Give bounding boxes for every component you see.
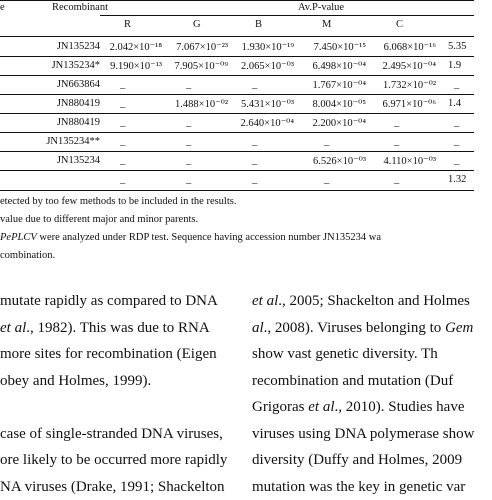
cell-pvalue-c: _: [394, 174, 399, 185]
body-line: [0, 474, 235, 500]
table-row: [0, 114, 474, 133]
cell-recombinant: JN135234*: [0, 60, 100, 71]
text-segment: Grigoras: [252, 399, 308, 415]
text-segment: mutation was the key in genetic var: [252, 479, 465, 495]
body-line: [252, 474, 492, 500]
cell-pvalue-r: 9.190×10⁻¹³: [96, 60, 162, 72]
italic-text: al: [252, 320, 264, 336]
italic-text: et al: [0, 320, 26, 336]
table-note-1: etected by too few methods to be included in the results.: [0, 196, 236, 207]
text-segment: ore likely to be occurred more rapidly: [0, 452, 227, 468]
body-line: [0, 368, 235, 395]
table-top-rule: [0, 0, 474, 1]
cell-pvalue-overflow: 5.35: [448, 41, 466, 52]
italic-text: et al: [308, 399, 334, 415]
cell-pvalue-r: _: [120, 117, 125, 128]
cell-pvalue-m: _: [324, 174, 329, 185]
cell-pvalue-r: _: [120, 174, 125, 185]
text-segment: case of single-stranded DNA viruses,: [0, 426, 223, 442]
text-segment: ., 2005; Shackelton and Holmes: [278, 293, 470, 309]
cell-pvalue-overflow: 1.32: [448, 174, 466, 185]
cell-pvalue-c: 4.110×10⁻⁰³: [370, 155, 436, 167]
cell-pvalue-m: 8.004×10⁻⁰⁵: [300, 98, 366, 110]
cell-pvalue-b: 1.930×10⁻¹⁹: [228, 41, 294, 53]
table-row: [0, 171, 474, 190]
text-segment: NA viruses (Drake, 1991; Shackelton: [0, 479, 225, 495]
text-segment: ., 2010). Studies have: [335, 399, 465, 415]
text-segment: more sites for recombination (Eigen: [0, 346, 217, 362]
body-line: [0, 421, 235, 448]
body-line: [0, 288, 235, 315]
cell-pvalue-g: _: [186, 117, 191, 128]
cell-pvalue-m: 2.200×10⁻⁰⁴: [300, 117, 366, 129]
body-text-right-column: [252, 288, 492, 500]
text-segment: obey and Holmes, 1999).: [0, 373, 151, 389]
header-left-fragment: e: [0, 2, 5, 13]
body-line: [252, 315, 492, 342]
text-segment: ., 1982). This was due to RNA: [26, 320, 209, 336]
table-row: [0, 76, 474, 95]
cell-pvalue-g: _: [186, 174, 191, 185]
cell-pvalue-m: 7.450×10⁻¹⁵: [300, 41, 366, 53]
cell-pvalue-b: 2.640×10⁻⁰⁴: [228, 117, 294, 129]
virus-name: PePLCV: [0, 232, 37, 243]
table-row: [0, 95, 474, 114]
body-line: [0, 447, 235, 474]
body-line: [252, 421, 492, 448]
table-header: [0, 2, 474, 16]
italic-text: Gem: [445, 320, 473, 336]
cell-pvalue-overflow: _: [454, 117, 459, 128]
table-note-4: combination.: [0, 250, 55, 261]
cell-pvalue-overflow: 1.9: [448, 60, 461, 71]
body-line: [0, 341, 235, 368]
note-3-text: were analyzed under RDP test. Sequence having accession number JN135234 wa: [37, 232, 381, 243]
italic-text: et al: [252, 293, 278, 309]
cell-pvalue-m: 6.526×10⁻⁰³: [300, 155, 366, 167]
col-header-g: G: [193, 19, 201, 30]
cell-pvalue-overflow: _: [454, 155, 459, 166]
cell-pvalue-g: 7.067×10⁻²³: [162, 41, 228, 53]
text-segment: viruses using DNA polymerase show: [252, 426, 474, 442]
cell-pvalue-b: _: [252, 155, 257, 166]
cell-recombinant: JN663864: [0, 79, 100, 90]
text-segment: recombination and mutation (Duf: [252, 373, 453, 389]
header-avp: Av.P-value: [298, 2, 344, 13]
cell-pvalue-c: _: [394, 136, 399, 147]
table-row: [0, 133, 474, 152]
cell-pvalue-b: _: [252, 174, 257, 185]
body-line: [0, 315, 235, 342]
table-row: [0, 57, 474, 76]
cell-recombinant: JN135234: [0, 155, 100, 166]
col-header-m: M: [322, 19, 331, 30]
text-segment: ., 2008). Viruses belonging to: [264, 320, 445, 336]
table-subheader-rule: [100, 15, 474, 16]
cell-pvalue-c: 6.971×10⁻⁰⁶: [370, 98, 436, 110]
cell-pvalue-r: 2.042×10⁻¹⁸: [96, 41, 162, 53]
cell-pvalue-r: _: [120, 155, 125, 166]
cell-pvalue-b: 2.065×10⁻⁰³: [228, 60, 294, 72]
body-line: [252, 288, 492, 315]
cell-pvalue-g: 1.488×10⁻⁰²: [162, 98, 228, 110]
cell-pvalue-r: _: [120, 136, 125, 147]
cell-pvalue-b: _: [252, 79, 257, 90]
cell-pvalue-b: 5.431×10⁻⁰³: [228, 98, 294, 110]
table-note-2: value due to different major and minor parents.: [0, 214, 198, 225]
cell-pvalue-c: 2.495×10⁻⁰⁴: [370, 60, 436, 72]
cell-pvalue-c: _: [394, 117, 399, 128]
table-note-3: [0, 232, 381, 243]
cell-pvalue-overflow: _: [454, 79, 459, 90]
cell-pvalue-m: 1.767×10⁻⁰⁴: [300, 79, 366, 91]
text-segment: show vast genetic diversity. Th: [252, 346, 438, 362]
cell-pvalue-c: 6.068×10⁻¹⁶: [370, 41, 436, 53]
body-line: [252, 341, 492, 368]
cell-pvalue-m: 6.498×10⁻⁰⁴: [300, 60, 366, 72]
cell-pvalue-g: 7.905×10⁻⁰⁹: [162, 60, 228, 72]
cell-pvalue-b: _: [252, 136, 257, 147]
body-line: [252, 368, 492, 395]
cell-recombinant: JN880419: [0, 98, 100, 109]
col-header-r: R: [124, 19, 131, 30]
text-segment: diversity (Duffy and Holmes, 2009: [252, 452, 462, 468]
table-row: [0, 152, 474, 171]
cell-pvalue-r: _: [120, 79, 125, 90]
table-bottom-rule: [0, 190, 474, 191]
body-line: [252, 394, 492, 421]
cell-pvalue-overflow: 1.4: [448, 98, 461, 109]
cell-pvalue-overflow: _: [454, 136, 459, 147]
cell-recombinant: JN135234: [0, 41, 100, 52]
col-header-c: C: [396, 19, 403, 30]
cell-pvalue-m: _: [324, 136, 329, 147]
cell-pvalue-r: _: [120, 98, 125, 109]
table-row: [0, 38, 474, 57]
body-line: [0, 394, 235, 421]
cell-pvalue-g: _: [186, 136, 191, 147]
body-text-left-column: [0, 288, 235, 500]
cell-pvalue-g: _: [186, 79, 191, 90]
table-header-bottom-rule: [0, 36, 474, 37]
col-header-b: B: [255, 19, 262, 30]
header-recombinant: Recombinant: [52, 2, 108, 13]
cell-recombinant: JN880419: [0, 117, 100, 128]
cell-pvalue-g: _: [186, 155, 191, 166]
text-segment: mutate rapidly as compared to DNA: [0, 293, 218, 309]
cell-pvalue-c: 1.732×10⁻⁰²: [370, 79, 436, 91]
body-line: [252, 447, 492, 474]
cell-recombinant: JN135234**: [0, 136, 100, 147]
